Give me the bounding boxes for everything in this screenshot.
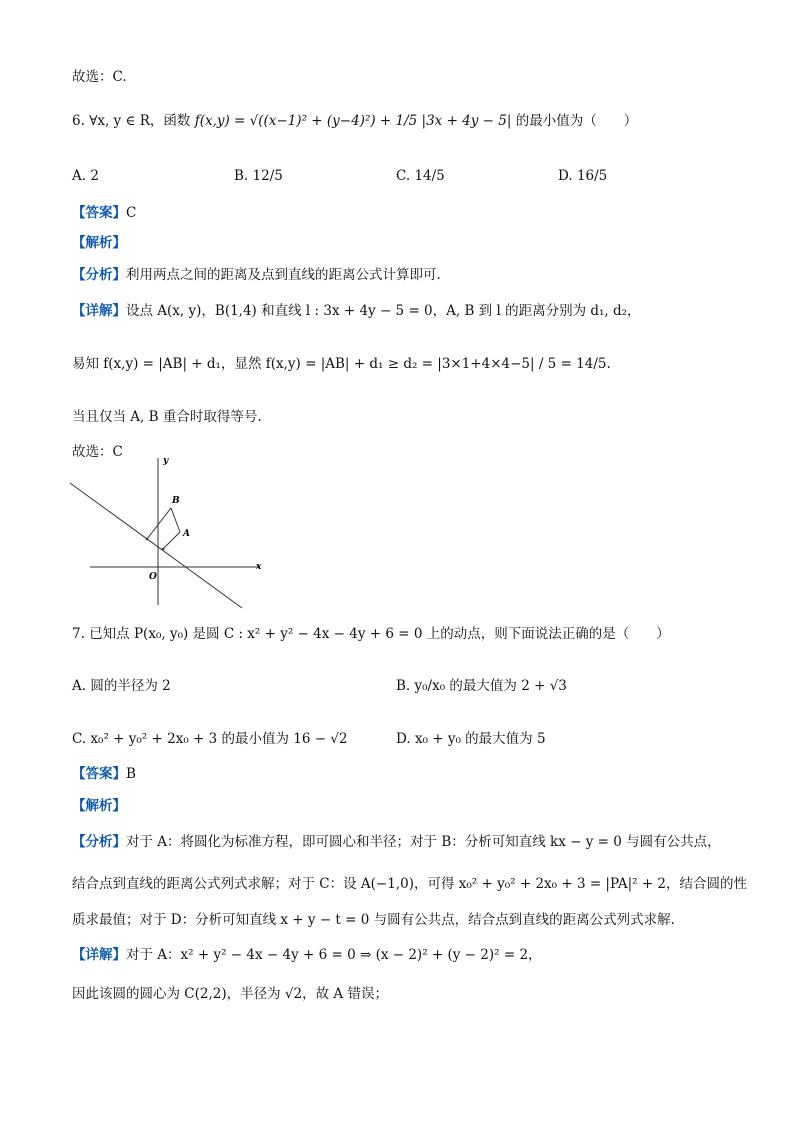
label-a: A xyxy=(183,529,190,539)
q6-detail-line1: 【详解】设点 A(x, y)，B(1,4) 和直线 l : 3x + 4y − 5 = 0，A, B 到 l 的距离分别为 d₁, d₂， xyxy=(72,303,641,319)
q6-answer: 【答案】C xyxy=(72,205,137,221)
q7-option-b: B. y₀/x₀ 的最大值为 2 + √3 xyxy=(396,678,567,694)
q6-detail-line3: 当且仅当 A, B 重合时取得等号. xyxy=(72,409,262,425)
q6-fenxi: 【分析】利用两点之间的距离及点到直线的距离公式计算即可. xyxy=(72,267,441,283)
q7-option-d: D. x₀ + y₀ 的最大值为 5 xyxy=(396,731,546,747)
q6-option-a: A. 2 xyxy=(72,168,99,184)
geometry-figure xyxy=(60,455,280,615)
q6-number: 6. xyxy=(72,113,85,129)
line-l xyxy=(70,483,242,608)
q7-detail-line1: 【详解】对于 A：x² + y² − 4x − 4y + 6 = 0 ⇒ (x − 2)² + (y − 2)² = 2， xyxy=(72,947,542,963)
q6-function-expr: f(x,y) = √((x−1)² + (y−4)²) + 1/5 |3x + 4y − 5| xyxy=(194,113,512,129)
q6-detail-line2: 易知 f(x,y) = |AB| + d₁，显然 f(x,y) = |AB| + d₁ ≥ d₂ = |3×1+4×4−5| / 5 = 14/5. xyxy=(72,356,611,372)
q7-answer: 【答案】B xyxy=(72,766,136,782)
q7-number: 7. xyxy=(72,626,85,642)
q7-stem-text: 已知点 P(x₀, y₀) 是圆 C : x² + y² − 4x − 4y + 6 = 0 上的动点，则下面说法正确的是（ ） xyxy=(89,626,670,642)
label-origin: O xyxy=(149,572,157,582)
segment-a-foot xyxy=(163,532,180,549)
q6-option-d: D. 16/5 xyxy=(558,168,608,184)
foot-b xyxy=(146,538,149,541)
q6-stem xyxy=(72,112,637,130)
foot-a xyxy=(162,548,165,551)
q7-analysis-tag: 【解析】 xyxy=(72,798,126,814)
label-y: y xyxy=(163,456,169,466)
q7-option-c: C. x₀² + y₀² + 2x₀ + 3 的最小值为 16 − √2 xyxy=(72,731,348,747)
q7-fenxi-line3: 质求最值；对于 D：分析可知直线 x + y − t = 0 与圆有公共点，结合点到直线的距离公式列式求解. xyxy=(72,912,675,928)
q7-option-a: A. 圆的半径为 2 xyxy=(72,678,171,694)
segment-ba xyxy=(171,508,180,532)
q6-stem-suffix: 的最小值为（ ） xyxy=(515,113,638,129)
prev-answer: 故选：C. xyxy=(72,69,127,85)
q7-fenxi-line1: 【分析】对于 A：将圆化为标准方程，即可圆心和半径；对于 B：分析可知直线 kx − y = 0 与圆有公共点， xyxy=(72,834,721,850)
answer-tag: 【答案】 xyxy=(72,205,126,221)
q6-option-b: B. 12/5 xyxy=(234,168,283,184)
label-b: B xyxy=(172,496,180,506)
label-x: x xyxy=(256,562,262,572)
q6-analysis-tag: 【解析】 xyxy=(72,235,126,251)
q6-option-c: C. 14/5 xyxy=(396,168,445,184)
segment-b-foot xyxy=(147,508,171,539)
q6-stem-prefix: ∀x, y ∈ R，函数 xyxy=(89,113,191,129)
q7-stem xyxy=(72,625,670,643)
q7-fenxi-line2: 结合点到直线的距离公式列式求解；对于 C：设 A(−1,0)，可得 x₀² + y₀² + 2x₀ + 3 = |PA|² + 2，结合圆的性 xyxy=(72,876,748,892)
q7-detail-line2: 因此该圆的圆心为 C(2,2)，半径为 √2，故 A 错误； xyxy=(72,986,388,1002)
q6-final: 故选：C xyxy=(72,444,123,460)
